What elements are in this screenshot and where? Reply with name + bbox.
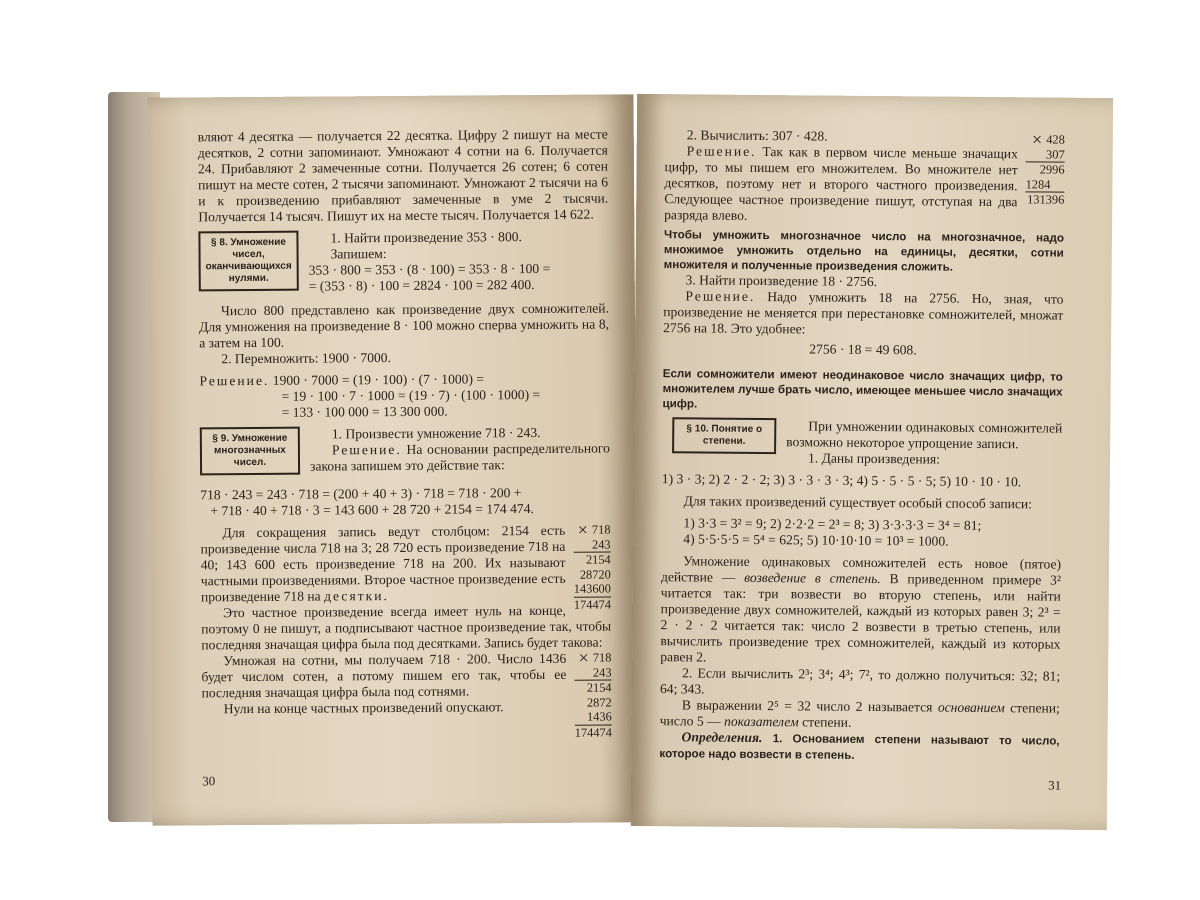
left-page [147,94,638,825]
page-number: 30 [202,773,216,789]
paragraph: Это частное произведение всегда имеет нуль на конце, поэтому 0 не пишут, а подписывают частное произведение так, чтобы последняя значащая цифра была под десятками. Запись будет такова: [201,602,612,653]
calc-number: 2154 [573,551,610,567]
formula-line: = 19 · 100 · 7 · 1000 = (19 · 7) · (100 · 1000) = [281,386,541,404]
calc-number: 243 [591,536,611,552]
formula-line: 353 · 800 = 353 · (8 · 100) = 353 · 8 · 100 = [308,260,551,278]
example-heading: 1. Найти произведение 353 · 800. [330,229,522,246]
formula-line: 1900 · 7000 = (19 · 100) · (7 · 1000) = [272,371,485,388]
section-10-box: § 10. Понятие о степени. [672,417,776,454]
text: В выражении 2⁵ = 32 число 2 называется [681,697,933,715]
paragraph: Для сокращения запись ведут столбцом: 2154 есть произведение числа 718 на 3; 28 720 есть произведение 718 на 40; 143 600 есть произведение 718 на 200. Их называют частными произведениями. Второе частное произведение есть произведение 718 на [200,522,566,605]
text: степени. [802,714,852,730]
paragraph: Так как в первом числе меньше значащих цифр, то мы пишем его множителем. Во множителе нет десятков, поэтому нет и второго частного произведения. Следующее частное произведение пишут, отступая на два разряда влево. [664,144,1018,223]
emphasis: десятки. [324,588,389,604]
paragraph: вляют 4 десятка — получается 22 десятка. Цифру 2 пишут на месте десятков, 2 сотни запоминают. Умножают 4 сотни на 6. Получается 24. Прибавляют 2 замеченные сотни. Получается 26 сотен; 6 сотен пишут на месте сотен, 2 тысячи запоминают. Умножают 2 тысячи на 6 и к произведению прибавляют замеченные в уме 2 тысячи. Получается 14 тысяч. Пишут их на месте тысяч. Получается 14 622. [197,126,609,225]
left-page-text [198,126,612,746]
formula-line: 718 · 243 = 243 · 718 = (200 + 40 + 3) · 718 = 718 · 200 + [200,485,522,503]
calc-number: 718 [592,650,612,665]
right-page [631,94,1113,830]
multiply-sign-icon: × [1031,129,1043,150]
formula-line: = (353 · 8) · 100 = 2824 · 100 = 282 400. [308,277,535,294]
solution-label: Решение. [685,288,756,304]
formula-line: + 718 · 40 + 718 · 3 = 143 600 + 28 720 + 2154 = 174 474. [210,501,534,519]
multiply-sign-icon: × [577,519,588,540]
calc-number: 28720 [579,566,611,582]
paragraph: Умножение одинаковых сомножителей есть новое (пятое) действие — [660,553,1062,585]
example-heading: 1. Даны произведения: [807,450,941,467]
calc-number: 143600 [573,581,611,596]
emphasis: основанием [937,699,1005,716]
solution-label: Решение. [199,372,270,389]
column-multiplication [574,647,612,740]
rule-text: 1. Основанием степени называют то число, которое надо возвести в степень. [659,732,1060,762]
formula-line: = 133 · 100 000 = 13 300 000. [281,403,448,420]
example-heading: 2. Перемножить: 1900 · 7000. [221,350,392,367]
solution-label: Решение. [686,143,757,159]
paragraph: В приведенном примере 3² читается так: три возвести во вторую степень, или найти произведение двух сомножителей, каждый из которых равен 3; 2³ = 2 · 2 · 2 читается так: число 2 возвести в третью степень, или вычислить произведение трех сомножителей, каждый из которых равен 2. [660,571,1062,665]
formula-line: 4) 5·5·5·5 = 5⁴ = 625; 5) 10·10·10 = 10³ = 1000. [683,531,949,549]
solution-label: Решение. [331,441,402,458]
formula-line: 1) 3·3 = 3² = 9; 2) 2·2·2 = 2³ = 8; 3) 3·3·3·3 = 3⁴ = 81; [683,515,982,533]
calc-number: 1436 [586,709,612,724]
calc-number: 2872 [586,694,612,710]
paragraph: Для таких произведений существует особый способ записи: [683,493,1033,512]
text-line: На основании распределительного закона запишем это действие так: [309,440,610,474]
text: степени; число 5 — [659,700,1060,729]
text-line: Запишем: [330,246,387,262]
column-multiplication [573,519,612,612]
page-number: 31 [1048,777,1062,793]
rule-text: Если сомножители имеют неодинаковое число значащих цифр, то множителем лучше брать число, имеющее меньшее число значащих цифр. [662,367,1063,411]
formula-line: 2756 · 18 = 49 608. [809,341,917,358]
example-heading: 2. Вычислить: 307 · 428. [686,127,828,144]
example-heading: 3. Найти произведение 18 · 2756. [685,272,878,290]
paragraph: При умножении одинаковых сомножителей возможно некоторое упрощение записи. [786,418,1063,452]
section-8-box: § 8. Умножение чисел, оканчивающихся нулями. [198,231,298,292]
calc-number: 243 [592,664,612,680]
calc-number: 174474 [573,596,612,612]
paragraph: Надо умножить 18 на 2756. Но, зная, что произведение не меняется при перестановке сомножителей, множат 2756 на 18. Это удобнее: [663,289,1064,337]
calc-number: 2996 [1026,161,1065,177]
multiply-sign-icon: × [578,647,589,668]
paragraph: Число 800 представлено как произведение двух сомножителей. Для умножения на произведение 8 · 100 можно сперва умножить на 8, а затем на 100. [199,300,610,351]
example-heading: 1. Произвести умножение 718 · 243. [331,424,541,442]
calc-number: 131396 [1027,192,1065,207]
rule-text: Чтобы умножить многозначное число на многозначное, надо множимое умножить отдельно на единицы, десятки, сотни множителя и полученные произведения сложить. [663,228,1065,274]
paragraph: 2. Если вычислить 2³; 3⁴; 4³; 7², то должно получиться: 32; 81; 64; 343. [659,665,1061,697]
calc-number: 428 [1046,132,1065,147]
section-9-box: § 9. Умножение многозначных чисел. [200,427,300,476]
calc-number: 718 [591,522,611,537]
formula-line: 1) 3 · 3; 2) 2 · 2 · 2; 3) 3 · 3 · 3 · 3; 4) 5 · 5 · 5 · 5; 5) 10 · 10 · 10. [661,471,1022,490]
paragraph: Умножая на сотни, мы получаем 718 · 200. Число 1436 будет числом сотен, а потому пишем его так, чтобы ее последняя значащая цифра была под сотнями. [201,650,567,701]
calc-number: 307 [1046,147,1065,162]
emphasis: возведение в степень. [744,569,881,587]
paragraph: Нули на конце частных произведений опускают. [223,699,504,717]
calc-number: 2154 [574,679,611,695]
column-multiplication [1025,129,1065,207]
emphasis: показателем [723,713,799,730]
calc-number: 1284 [1025,176,1051,192]
right-page-text [659,127,1065,764]
calc-number: 174474 [574,724,612,740]
definition-label: Определения. [681,729,763,746]
